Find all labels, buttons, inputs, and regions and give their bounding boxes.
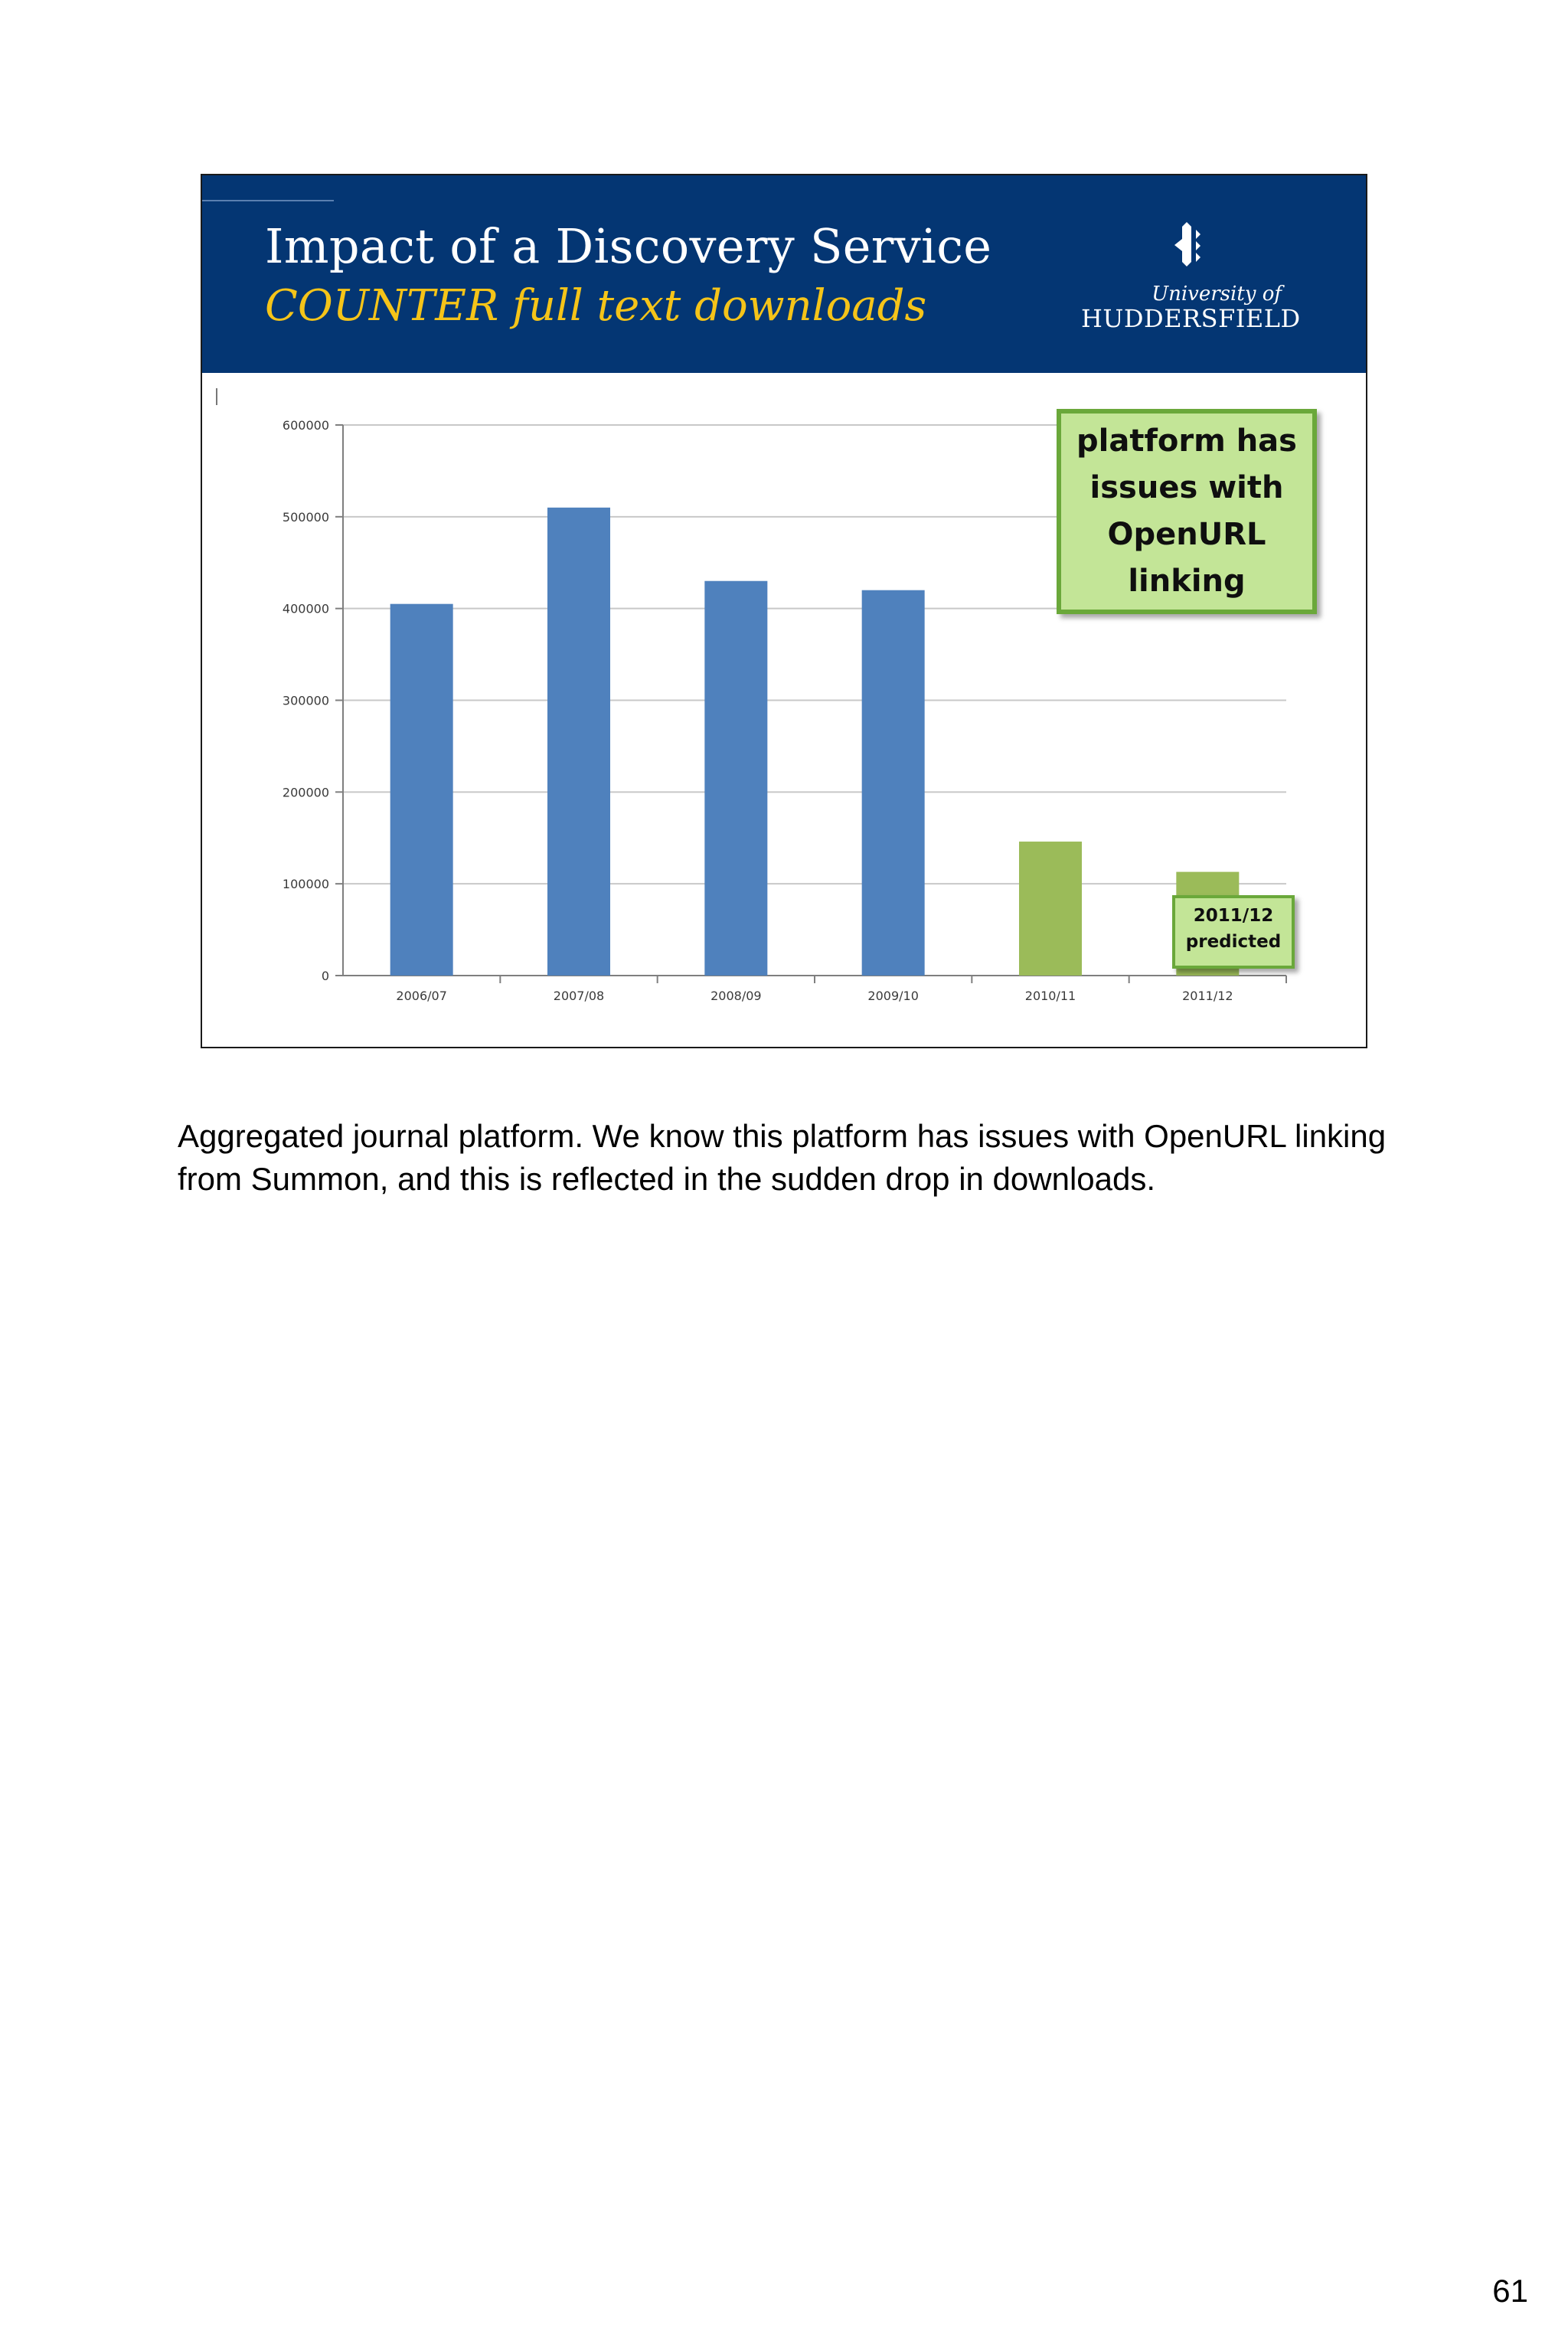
x-tick-label: 2009/10 <box>867 989 919 1003</box>
x-tick-label: 2011/12 <box>1182 989 1233 1003</box>
university-crest-icon <box>1171 217 1211 271</box>
slide-title: Impact of a Discovery Service <box>265 218 992 274</box>
logo-text-huddersfield: HUDDERSFIELD <box>1081 304 1301 333</box>
x-tick-label: 2008/09 <box>710 989 762 1003</box>
y-tick-label: 600000 <box>282 418 329 433</box>
x-tick-label: 2007/08 <box>553 989 605 1003</box>
page-number: 61 <box>1492 2273 1528 2309</box>
slide-subtitle: COUNTER full text downloads <box>265 281 927 331</box>
predicted-callout: 2011/12 predicted <box>1172 895 1295 969</box>
university-logo <box>1081 217 1311 340</box>
bar-2010-11 <box>1019 842 1082 976</box>
slide <box>201 174 1367 1048</box>
x-tick-label: 2006/07 <box>396 989 447 1003</box>
y-tick-label: 500000 <box>282 509 329 525</box>
x-tick-label: 2010/11 <box>1024 989 1076 1003</box>
platform-issues-callout: platform has issues with OpenURL linking <box>1057 409 1317 614</box>
y-tick-label: 300000 <box>282 693 329 708</box>
slide-header <box>202 175 1366 373</box>
logo-text-university-of: University of <box>1152 283 1282 306</box>
y-tick-label: 400000 <box>282 601 329 616</box>
bar-2008-09 <box>704 581 767 976</box>
y-tick-label: 0 <box>321 969 329 983</box>
bar-2009-10 <box>862 590 925 976</box>
header-accent-line <box>202 200 334 201</box>
y-tick-label: 100000 <box>282 877 329 892</box>
bar-2007-08 <box>547 508 610 976</box>
y-tick-label: 200000 <box>282 785 329 800</box>
bar-2006-07 <box>390 604 453 976</box>
speaker-notes: Aggregated journal platform. We know this platform has issues with OpenURL linking from Summon, and this is reflected in the sudden drop in downloads. <box>178 1118 1387 1197</box>
